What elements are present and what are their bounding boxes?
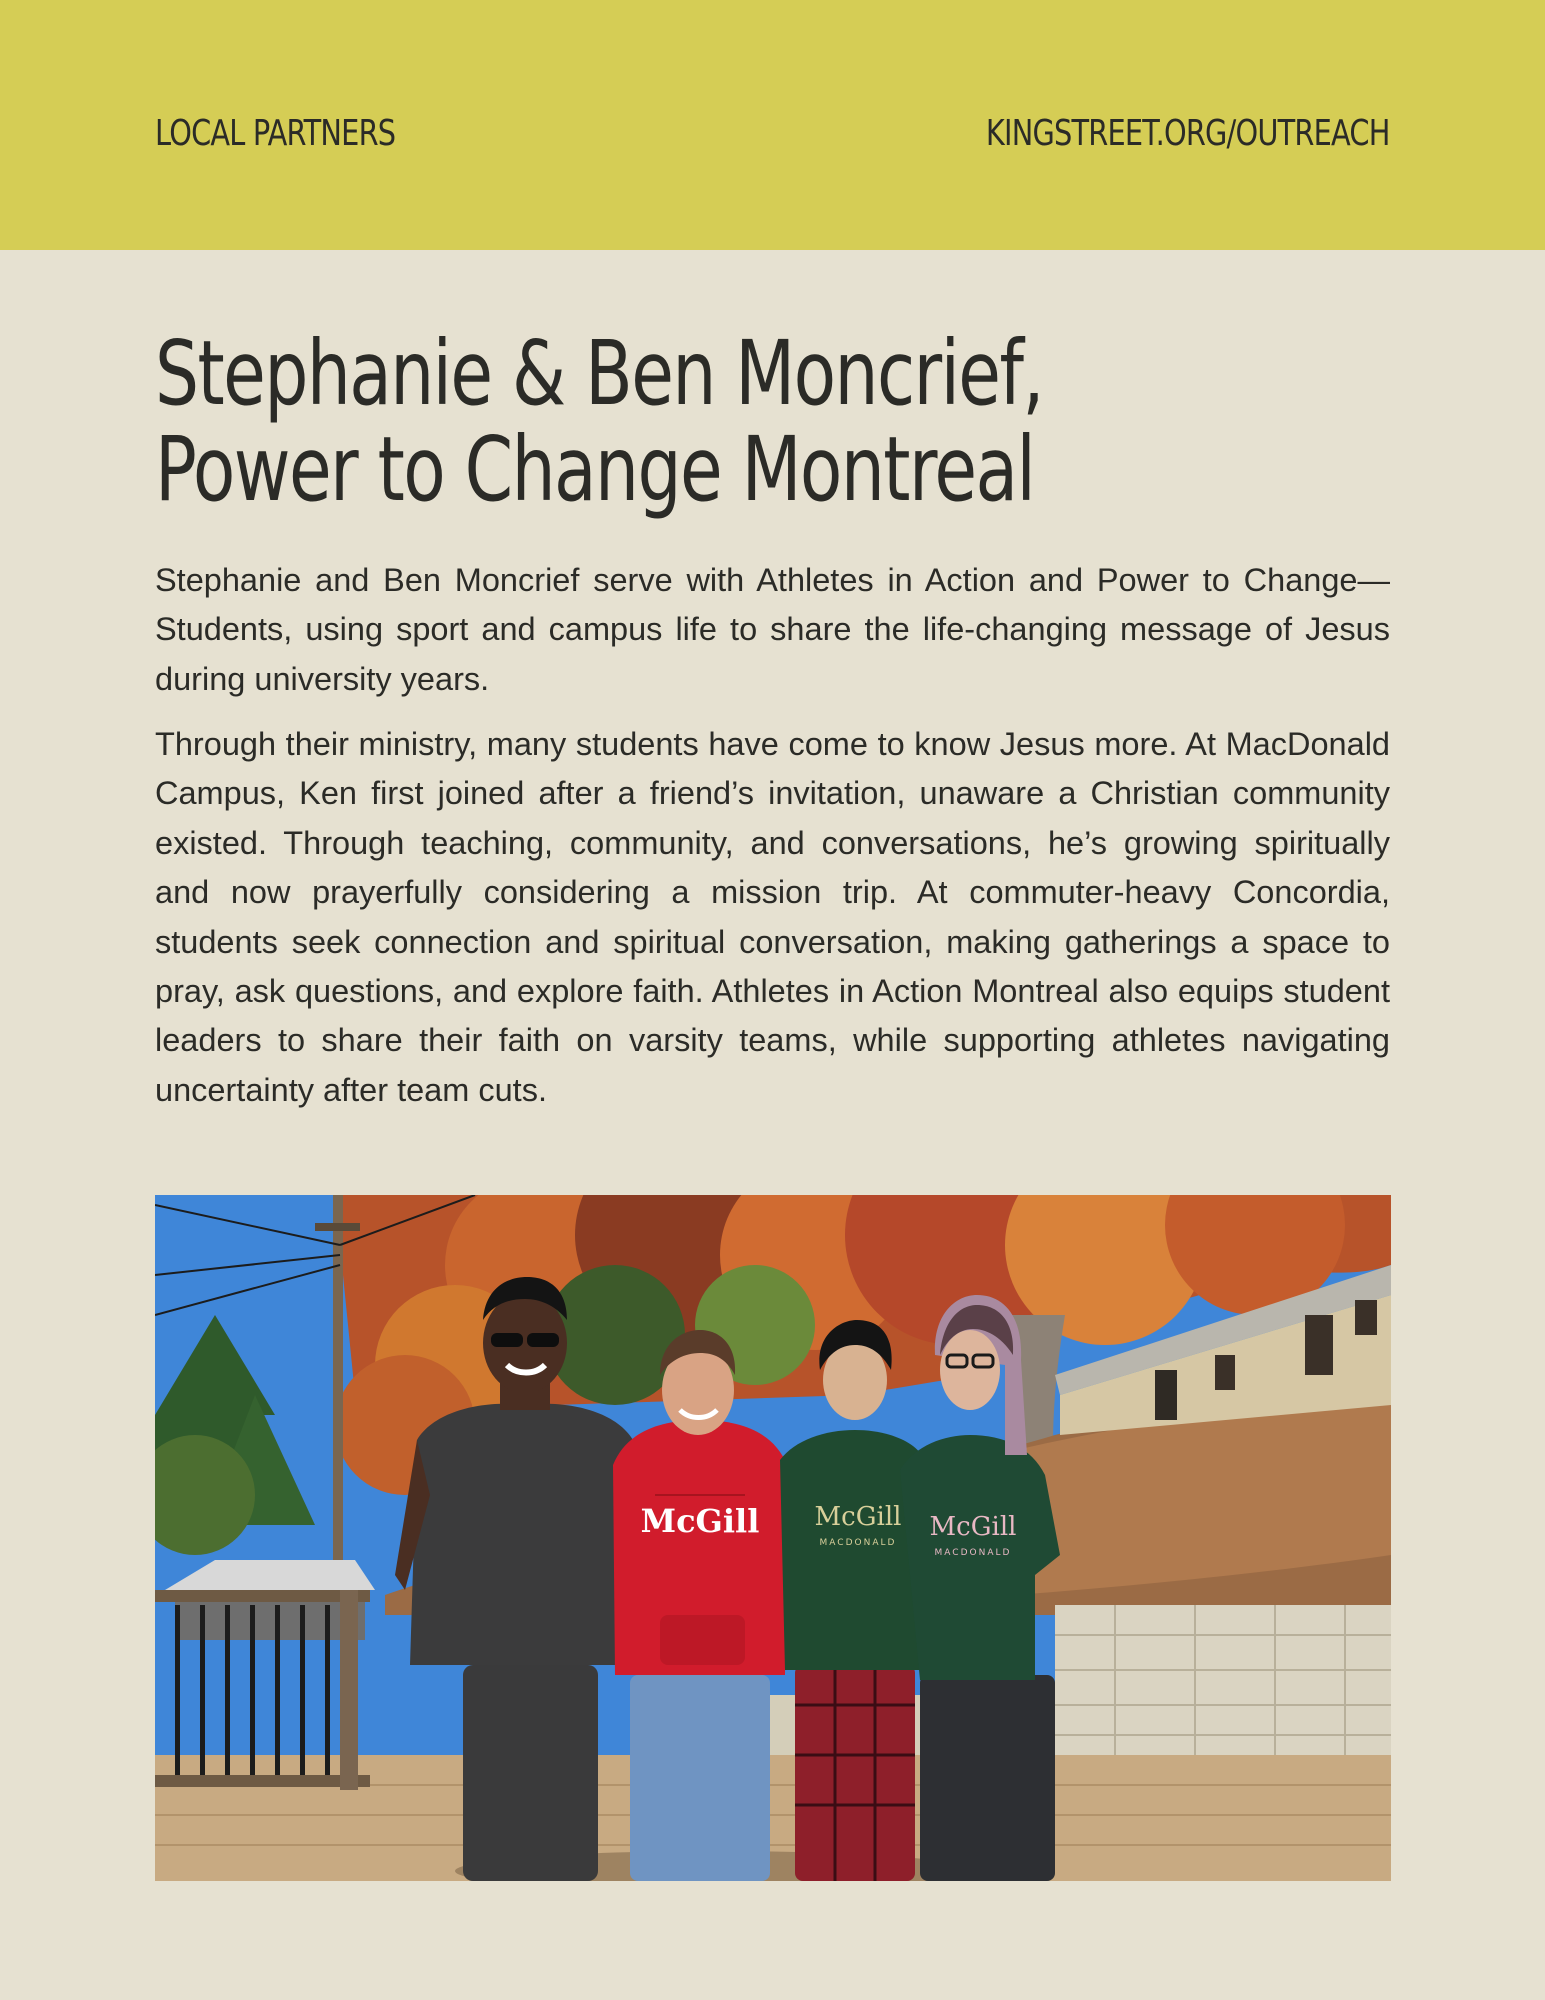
- intro-paragraph: Stephanie and Ben Moncrief serve with Athletes in Action and Power to Change—Students, using sport and campus life to share the life-changing message of Jesus during university years.: [155, 562, 1390, 697]
- title-line-2: Power to Change Montreal: [155, 417, 1035, 521]
- hoodie-sub-text: MACDONALD: [934, 1548, 1012, 1558]
- hoodie-logo-text: McGill: [640, 1502, 760, 1540]
- title-line-1: Stephanie & Ben Moncrief,: [155, 321, 1043, 425]
- sweater-logo-text: McGill: [814, 1502, 902, 1532]
- hoodie-logo-text-2: McGill: [929, 1512, 1017, 1542]
- section-label: LOCAL PARTNERS: [155, 113, 396, 154]
- website-url: KINGSTREET.ORG/OUTREACH: [986, 113, 1390, 154]
- ministry-paragraph: Through their ministry, many students have come to know Jesus more. At MacDonald Campus, Ken first joined after a friend’s invitation, unaware a Christian community existed. Through teaching, community, and conversations, he’s growing spiritually and now prayerfully considering a mission trip. At commuter-heavy Concordia, students seek connection and spiritual conversation, making gatherings a space to pray, ask questions, and explore faith. Athletes in Action Montreal also equips student leaders to share their faith on varsity teams, while supporting athletes navigating uncertainty after team cuts.: [155, 726, 1390, 1108]
- group-photo: [155, 1195, 1391, 1881]
- page-title: [155, 321, 1043, 521]
- sweater-sub-text: MACDONALD: [819, 1538, 897, 1548]
